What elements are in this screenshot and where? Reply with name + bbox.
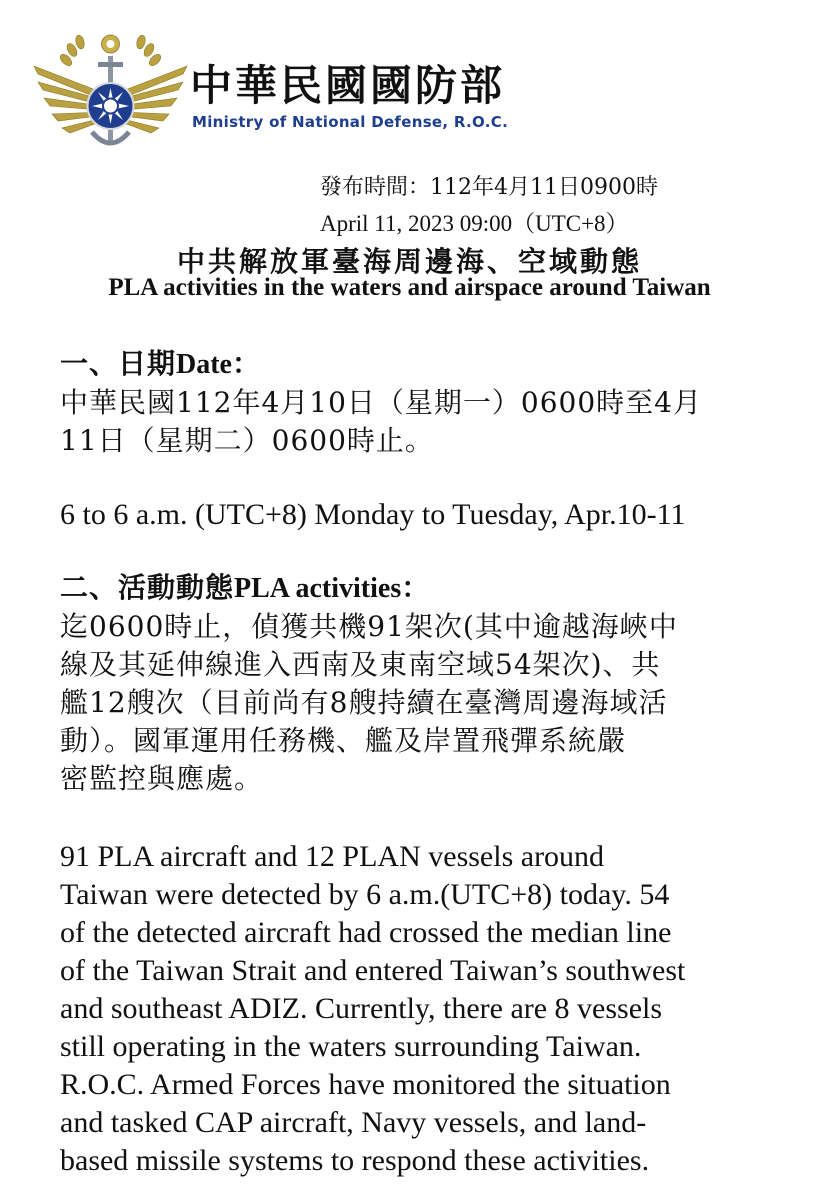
org-name-zh: 中華民國國防部 xyxy=(190,61,506,110)
paragraph-line: of the Taiwan Strait and entered Taiwan’s southwest xyxy=(60,954,686,987)
activities-paragraph-en xyxy=(60,838,800,1180)
paragraph-line: still operating in the waters surrounding Taiwan. xyxy=(60,1030,642,1063)
paragraph-line: 11日（星期二）0600時止。 xyxy=(60,424,434,457)
paragraph-line: 線及其延伸線進入西南及東南空域54架次)、共 xyxy=(60,648,661,681)
paragraph-line: 迄0600時止，偵獲共機91架次(其中逾越海峽中 xyxy=(60,610,678,643)
release-time-zh: 發布時間：112年4月11日0900時 xyxy=(320,175,658,200)
section-heading-en: Date xyxy=(176,349,232,380)
paragraph-line: and southeast ADIZ. Currently, there are 8 vessels xyxy=(60,992,663,1025)
section-heading-en: PLA activities xyxy=(234,573,402,604)
section-heading-zh: 一、日期 xyxy=(60,347,177,380)
section-heading-colon: ： xyxy=(232,347,262,380)
date-paragraph-en: 6 to 6 a.m. (UTC+8) Monday to Tuesday, Apr.10-11 xyxy=(60,498,686,531)
paragraph-line: Taiwan were detected by 6 a.m.(UTC+8) today. 54 xyxy=(60,878,670,911)
paragraph-line: 動）。國軍運用任務機、艦及岸置飛彈系統嚴 xyxy=(60,724,627,757)
page-title-en: PLA activities in the waters and airspace around Taiwan xyxy=(108,274,711,301)
paragraph-line: 中華民國112年4月10日（星期一）0600時至4月 xyxy=(60,386,702,419)
section-heading-zh: 二、活動動態 xyxy=(60,571,235,604)
org-name-en: Ministry of National Defense, R.O.C. xyxy=(192,113,509,131)
release-time-en: April 11, 2023 09:00（UTC+8） xyxy=(320,211,629,236)
paragraph-line: and tasked CAP aircraft, Navy vessels, and land- xyxy=(60,1106,647,1139)
section-heading-colon: ： xyxy=(401,571,431,604)
paragraph-line: 艦12艘次（目前尚有8艘持續在臺灣周邊海域活 xyxy=(60,686,668,719)
paragraph-line: 密監控與應處。 xyxy=(60,762,264,795)
section-heading-activities xyxy=(60,566,430,606)
paragraph-line: R.O.C. Armed Forces have monitored the situation xyxy=(60,1068,671,1101)
mnd-emblem-icon xyxy=(28,28,193,158)
activities-paragraph-zh xyxy=(60,608,780,798)
paragraph-line: based missile systems to respond these activities. xyxy=(60,1144,650,1177)
paragraph-line: of the detected aircraft had crossed the median line xyxy=(60,916,672,949)
paragraph-line: 91 PLA aircraft and 12 PLAN vessels around xyxy=(60,840,605,873)
page-title-zh: 中共解放軍臺海周邊海、空域動態 xyxy=(176,245,642,278)
section-heading-date xyxy=(60,342,261,382)
date-paragraph-zh xyxy=(60,384,780,460)
